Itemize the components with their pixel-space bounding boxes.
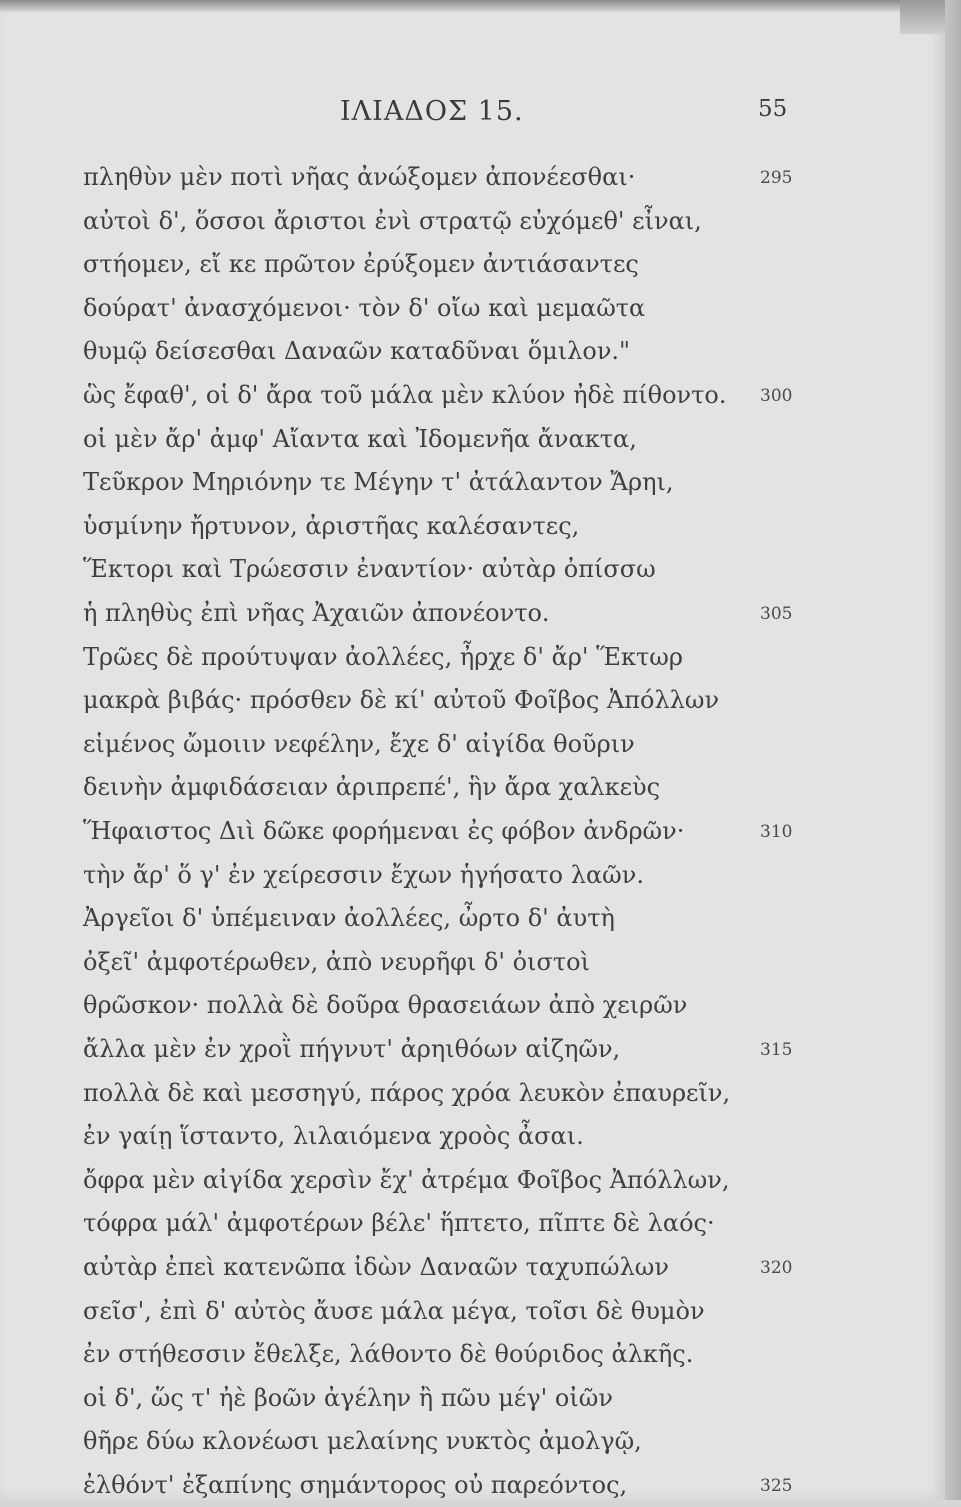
line-number: 295 <box>760 168 793 188</box>
verse-line: ἐν στήθεσσιν ἔθελξε, λάθοντο δὲ θούριδος ἀλκῆς. <box>83 1340 694 1369</box>
verse-line: εἱμένος ὤμοιιν νεφέλην, ἔχε δ' αἰγίδα θοῦριν <box>83 729 635 758</box>
verse-line: στήομεν, εἴ κε πρῶτον ἐρύξομεν ἀντιάσαντες <box>83 250 639 279</box>
page-top-shadow <box>0 0 945 12</box>
line-number: 300 <box>760 386 793 406</box>
verse-line: θῆρε δύω κλονέωσι μελαίνης νυκτὸς ἀμολγῷ, <box>83 1427 642 1456</box>
verse-line: θυμῷ δείσεσθαι Δαναῶν καταδῦναι ὅμιλον." <box>83 337 631 366</box>
line-number: 325 <box>760 1476 793 1496</box>
verse-line: δεινὴν ἀμφιδάσειαν ἀριπρεπέ', ἣν ἄρα χαλκεὺς <box>83 773 661 802</box>
verse-line: ὑσμίνην ἤρτυνον, ἀριστῆας καλέσαντες, <box>83 511 580 540</box>
page-edge-shadow <box>945 0 961 1500</box>
verse-line: ὄφρα μὲν αἰγίδα χερσὶν ἔχ' ἀτρέμα Φοῖβος Ἀπόλλων, <box>83 1165 730 1194</box>
page-header <box>0 96 945 136</box>
line-number: 305 <box>760 604 793 624</box>
line-number: 320 <box>760 1258 793 1278</box>
verse-line: οἱ δ', ὥς τ' ἠὲ βοῶν ἀγέλην ἢ πῶυ μέγ' οἰῶν <box>83 1383 613 1412</box>
verse-line: πληθὺν μὲν ποτὶ νῆας ἀνώξομεν ἀπονέεσθαι· <box>83 163 636 191</box>
verse-line: μακρὰ βιβάς· πρόσθεν δὲ κί' αὐτοῦ Φοῖβος Ἀπόλλων <box>83 686 720 715</box>
verse-line: ἡ πληθὺς ἐπὶ νῆας Ἀχαιῶν ἀπονέοντο. <box>83 599 550 627</box>
verse-line: θρῶσκον· πολλὰ δὲ δοῦρα θρασειάων ἀπὸ χειρῶν <box>83 991 688 1020</box>
verse-line: τὴν ἄρ' ὅ γ' ἐν χείρεσσιν ἔχων ἡγήσατο λαῶν. <box>83 860 644 889</box>
verse-line: ἐλθόντ' ἐξαπίνης σημάντορος οὐ παρεόντος, <box>83 1471 628 1499</box>
verse-line: αὐτὰρ ἐπεὶ κατενῶπα ἰδὼν Δαναῶν ταχυπώλων <box>83 1253 669 1281</box>
verse-line: Ἕκτορι καὶ Τρώεσσιν ἐναντίον· αὐτὰρ ὀπίσσω <box>83 555 656 584</box>
verse-line: Ἥφαιστος Διὶ δῶκε φορήμεναι ἐς φόβον ἀνδρῶν· <box>83 817 685 845</box>
verse-line: Τεῦκρον Μηριόνην τε Μέγην τ' ἀτάλαντον Ἄρηι, <box>83 468 674 497</box>
line-number: 310 <box>760 822 793 842</box>
verse-line: ὀξεῖ' ἀμφοτέρωθεν, ἀπὸ νευρῆφι δ' ὀιστοὶ <box>83 947 590 976</box>
verse-line: αὐτοὶ δ', ὅσσοι ἄριστοι ἐνὶ στρατῷ εὐχόμεθ' εἶναι, <box>83 206 702 235</box>
running-title: ΙΛΙΑΔΟΣ 15. <box>340 96 524 127</box>
verse-line: ἐν γαίῃ ἵσταντο, λιλαιόμενα χροὸς ἆσαι. <box>83 1122 584 1151</box>
verse-line: ἄλλα μὲν ἐν χροῒ πήγνυτ' ἀρηιθόων αἰζηῶν, <box>83 1035 621 1063</box>
verse-line: τόφρα μάλ' ἀμφοτέρων βέλε' ἥπτετο, πῖπτε δὲ λαός· <box>83 1209 715 1238</box>
verse-line: Ἀργεῖοι δ' ὑπέμειναν ἀολλέες, ὦρτο δ' ἀυτὴ <box>83 904 615 933</box>
verse-line: οἱ μὲν ἄρ' ἀμφ' Αἴαντα καὶ Ἰδομενῆα ἄνακτα, <box>83 424 637 453</box>
verse-line: σεῖσ', ἐπὶ δ' αὐτὸς ἄυσε μάλα μέγα, τοῖσι δὲ θυμὸν <box>83 1296 705 1325</box>
page-number: 55 <box>758 96 788 122</box>
line-number: 315 <box>760 1040 793 1060</box>
verse-line: δούρατ' ἀνασχόμενοι· τὸν δ' οἴω καὶ μεμαῶτα <box>83 293 646 322</box>
verse-line: ὣς ἔφαθ', οἱ δ' ἄρα τοῦ μάλα μὲν κλύον ἠδὲ πίθοντο. <box>83 381 727 409</box>
verse-line: πολλὰ δὲ καὶ μεσσηγύ, πάρος χρόα λευκὸν ἐπαυρεῖν, <box>83 1078 731 1107</box>
page-corner-fold <box>900 0 945 34</box>
verse-line: Τρῶες δὲ προύτυψαν ἀολλέες, ἦρχε δ' ἄρ' Ἕκτωρ <box>83 642 683 671</box>
